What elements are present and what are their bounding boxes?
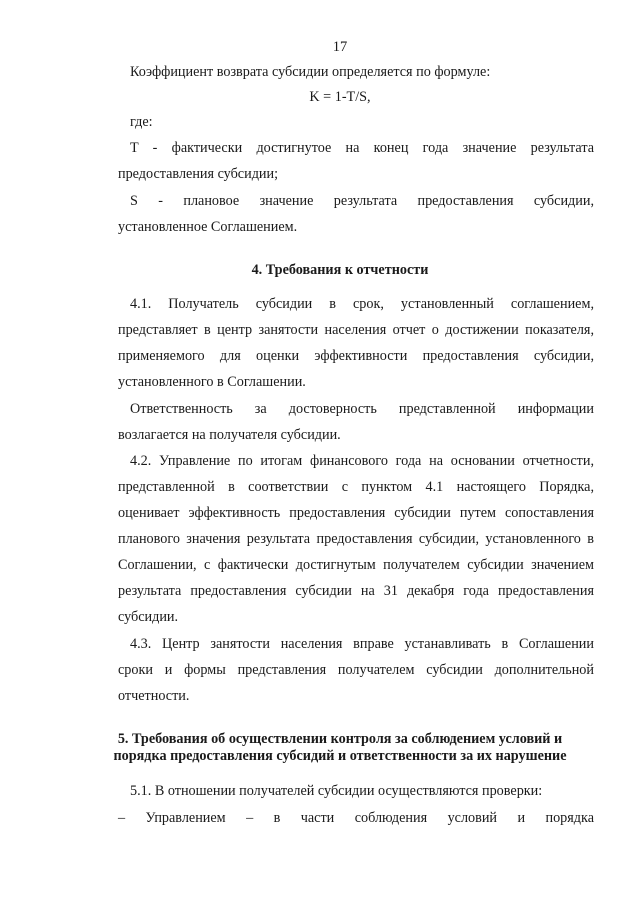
para-4-2-line-6: результата предоставления субсидии на 31 декабря года предоставления: [118, 583, 594, 599]
para-4-1-line-2: представляет в центр занятости населения отчет о достижении показателя,: [118, 322, 594, 338]
para-4-2-line-2: представленной в соответствии с пунктом 4.1 настоящего Порядка,: [118, 479, 594, 495]
para-4-1-line-1: 4.1. Получатель субсидии в срок, установленный соглашением,: [130, 296, 594, 312]
para-4-3-line-2: сроки и формы представления получателем субсидии дополнительной: [118, 662, 594, 678]
formula: K = 1-T/S,: [309, 89, 371, 105]
where-label: где:: [130, 114, 153, 130]
para-4-2-line-1: 4.2. Управление по итогам финансового года на основании отчетности,: [130, 453, 594, 469]
section-4-heading: 4. Требования к отчетности: [251, 262, 429, 278]
section-5-heading-line-2: порядка предоставления субсидий и ответственности за их нарушение: [113, 748, 567, 764]
def-s-line-1: S - плановое значение результата предоставления субсидии,: [130, 193, 594, 209]
para-4-2-line-4: планового значения результата предоставления субсидии, установленного в: [118, 531, 594, 547]
responsibility-line-1: Ответственность за достоверность представленной информации: [130, 401, 594, 417]
def-t-line-1: T - фактически достигнутое на конец года значение результата: [130, 140, 594, 156]
para-4-2-line-7: субсидии.: [118, 609, 179, 625]
def-s-line-2: установленное Соглашением.: [118, 219, 298, 235]
para-4-3-line-3: отчетности.: [118, 688, 190, 704]
responsibility-line-2: возлагается на получателя субсидии.: [118, 427, 341, 443]
section-5-heading-line-1: 5. Требования об осуществлении контроля за соблюдением условий и: [117, 731, 563, 747]
formula-intro: Коэффициент возврата субсидии определяется по формуле:: [130, 64, 491, 80]
para-4-1-line-4: установленного в Соглашении.: [118, 374, 306, 390]
para-4-3-line-1: 4.3. Центр занятости населения вправе устанавливать в Соглашении: [130, 636, 594, 652]
list-item-department: – Управлением – в части соблюдения условий и порядка: [118, 810, 594, 826]
para-4-2-line-5: Соглашении, с фактически достигнутым получателем субсидии значением: [118, 557, 594, 573]
page-number: 17: [332, 39, 348, 55]
para-4-2-line-3: оценивает эффективность предоставления субсидии путем сопоставления: [118, 505, 594, 521]
def-t-line-2: предоставления субсидии;: [118, 166, 279, 182]
para-4-1-line-3: применяемого для оценки эффективности предоставления субсидии,: [118, 348, 594, 364]
para-5-1: 5.1. В отношении получателей субсидии осуществляются проверки:: [130, 783, 543, 799]
